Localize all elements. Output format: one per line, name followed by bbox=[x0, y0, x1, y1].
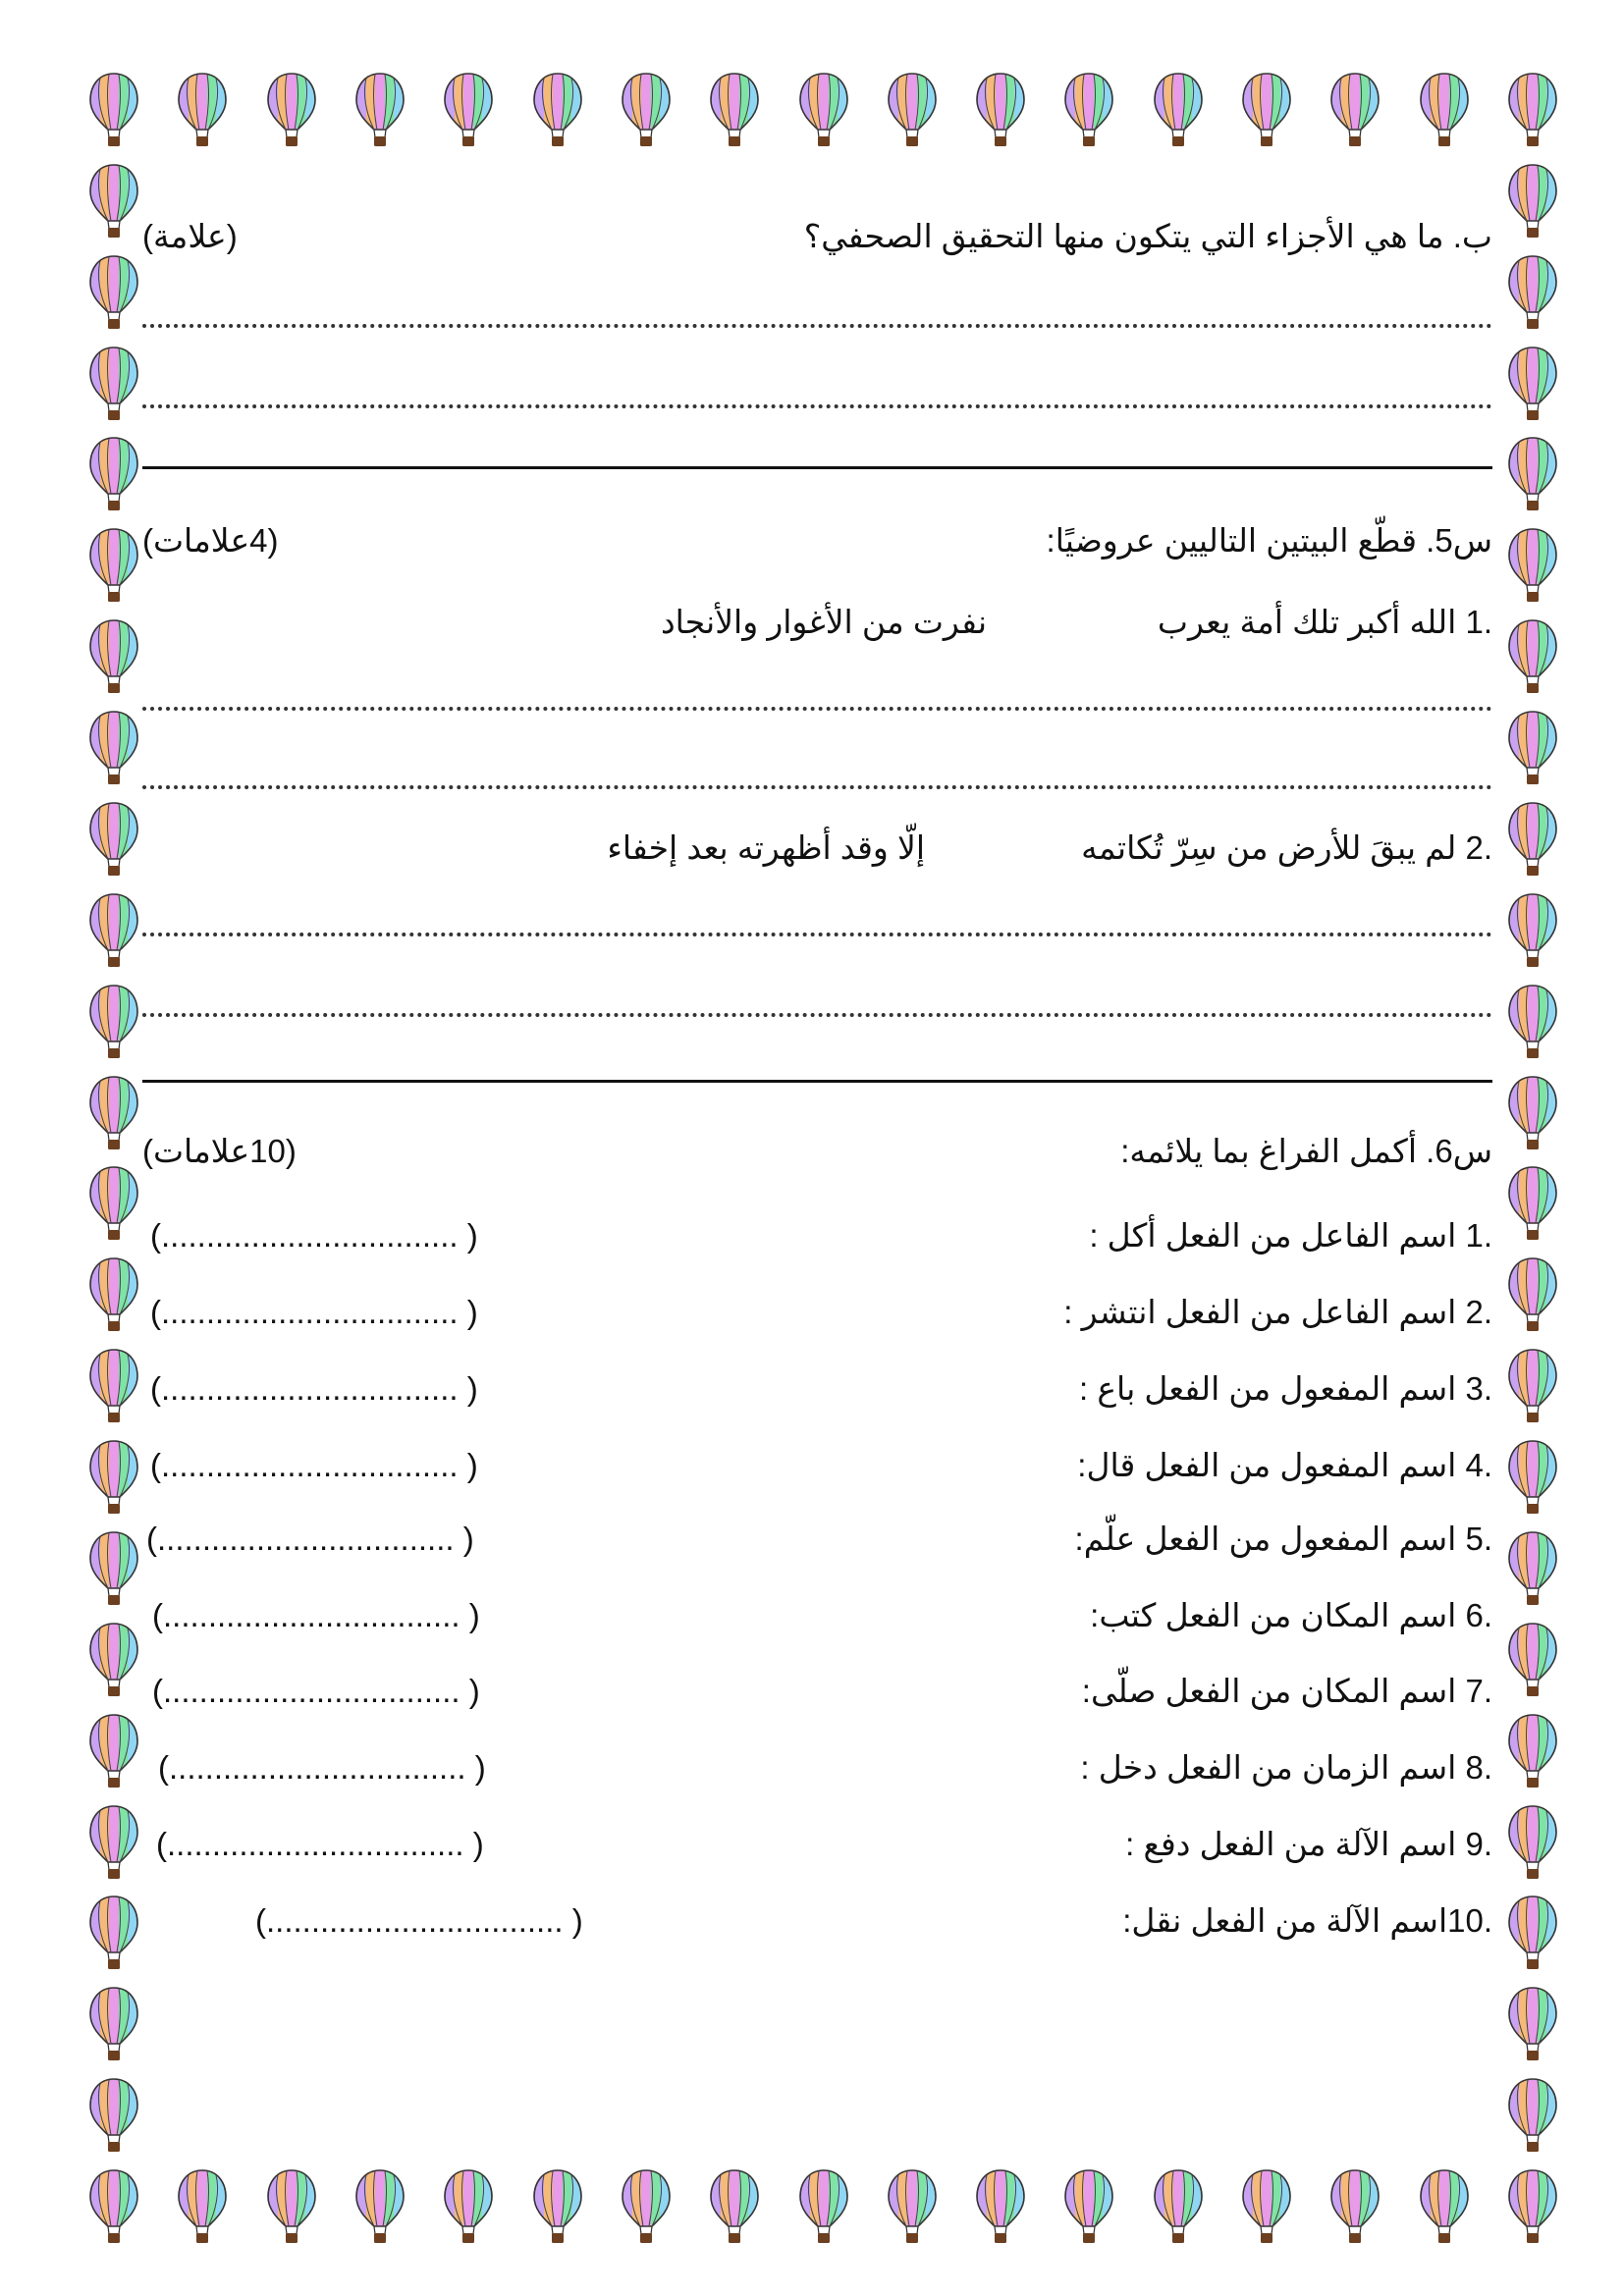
item-number: 10. bbox=[1447, 1902, 1492, 1939]
item-number: 2. bbox=[1465, 1294, 1492, 1330]
fill-item bbox=[142, 1443, 1492, 1488]
item-prompt: اسم المفعول من الفعل قال: bbox=[1077, 1447, 1457, 1483]
question-5-marks: (4علامات) bbox=[142, 522, 279, 559]
fill-item bbox=[142, 1745, 1492, 1790]
item-prompt: اسم الفاعل من الفعل أكل : bbox=[1089, 1217, 1457, 1254]
verse-1-first-text: الله أكبر تلك أمة يعرب bbox=[1157, 604, 1457, 640]
verse-1-first-hemistich bbox=[1158, 600, 1492, 645]
fill-blank[interactable]: (................................. ) bbox=[255, 1902, 583, 1939]
fill-item bbox=[142, 1517, 1492, 1562]
fill-item bbox=[142, 1593, 1492, 1638]
fill-blank[interactable]: (................................. ) bbox=[150, 1447, 478, 1483]
fill-blank[interactable]: (................................. ) bbox=[150, 1370, 478, 1407]
fill-blank[interactable]: (................................. ) bbox=[150, 1294, 478, 1330]
item-prompt: اسم المفعول من الفعل علّم: bbox=[1074, 1521, 1457, 1557]
item-number: 3. bbox=[1465, 1370, 1492, 1407]
item-number: 8. bbox=[1465, 1749, 1492, 1786]
item-number: 9. bbox=[1465, 1826, 1492, 1862]
answer-line[interactable] bbox=[142, 385, 1492, 408]
verse-row-1 bbox=[142, 600, 1492, 645]
section-divider bbox=[142, 466, 1492, 469]
fill-item bbox=[142, 1822, 1492, 1867]
question-6-marks: (10علامات) bbox=[142, 1133, 297, 1169]
item-prompt: اسم الآلة من الفعل دفع : bbox=[1125, 1826, 1457, 1862]
item-number: 4. bbox=[1465, 1447, 1492, 1483]
answer-line[interactable] bbox=[142, 913, 1492, 936]
verse-2-first-text: لم يبقَ للأرض من سِرّ تُكاتمه bbox=[1081, 829, 1457, 866]
fill-blank[interactable]: (................................. ) bbox=[150, 1217, 478, 1254]
answer-line[interactable] bbox=[142, 687, 1492, 711]
question-6-title-row bbox=[142, 1129, 1492, 1174]
item-number: 1. bbox=[1465, 1217, 1492, 1254]
fill-item bbox=[142, 1366, 1492, 1412]
item-prompt: اسم الزمان من الفعل دخل : bbox=[1080, 1749, 1457, 1786]
fill-item bbox=[142, 1213, 1492, 1258]
fill-item bbox=[142, 1290, 1492, 1335]
verse-2-number: 2. bbox=[1465, 829, 1492, 866]
item-number: 7. bbox=[1465, 1673, 1492, 1709]
fill-item bbox=[142, 1669, 1492, 1714]
question-5-title: س5. قطّع البيتين التاليين عروضيًا: bbox=[1046, 522, 1492, 559]
question-5-title-row bbox=[142, 518, 1492, 563]
item-prompt: اسم المكان من الفعل كتب: bbox=[1090, 1597, 1457, 1633]
item-prompt: اسم الآلة من الفعل نقل: bbox=[1122, 1902, 1448, 1939]
question-4b-marks: (علامة) bbox=[142, 218, 238, 254]
answer-line[interactable] bbox=[142, 766, 1492, 789]
question-4b-text: ب. ما هي الأجزاء التي يتكون منها التحقيق الصحفي؟ bbox=[803, 218, 1492, 254]
section-divider bbox=[142, 1080, 1492, 1083]
verse-1-second-hemistich: نفرت من الأغوار والأنجاد bbox=[660, 604, 987, 640]
fill-blank[interactable]: (................................. ) bbox=[156, 1826, 484, 1862]
question-6-title: س6. أكمل الفراغ بما يلائمه: bbox=[1120, 1133, 1492, 1169]
fill-blank[interactable]: (................................. ) bbox=[158, 1749, 486, 1786]
item-prompt: اسم المكان من الفعل صلّى: bbox=[1081, 1673, 1457, 1709]
item-prompt: اسم الفاعل من الفعل انتشر : bbox=[1063, 1294, 1457, 1330]
answer-line[interactable] bbox=[142, 304, 1492, 328]
item-number: 5. bbox=[1465, 1521, 1492, 1557]
fill-blank[interactable]: (................................. ) bbox=[152, 1673, 480, 1709]
question-4b-row bbox=[142, 214, 1492, 259]
verse-2-first-hemistich bbox=[1081, 826, 1492, 871]
verse-2-second-hemistich: إلّا وقد أظهرته بعد إخفاء bbox=[607, 829, 925, 866]
item-prompt: اسم المفعول من الفعل باع : bbox=[1079, 1370, 1457, 1407]
verse-row-2 bbox=[142, 826, 1492, 871]
fill-blank[interactable]: (................................. ) bbox=[152, 1597, 480, 1633]
verse-1-number: 1. bbox=[1465, 604, 1492, 640]
answer-line[interactable] bbox=[142, 993, 1492, 1017]
fill-item bbox=[142, 1898, 1492, 1944]
item-number: 6. bbox=[1465, 1597, 1492, 1633]
fill-blank[interactable]: (................................. ) bbox=[146, 1521, 474, 1557]
